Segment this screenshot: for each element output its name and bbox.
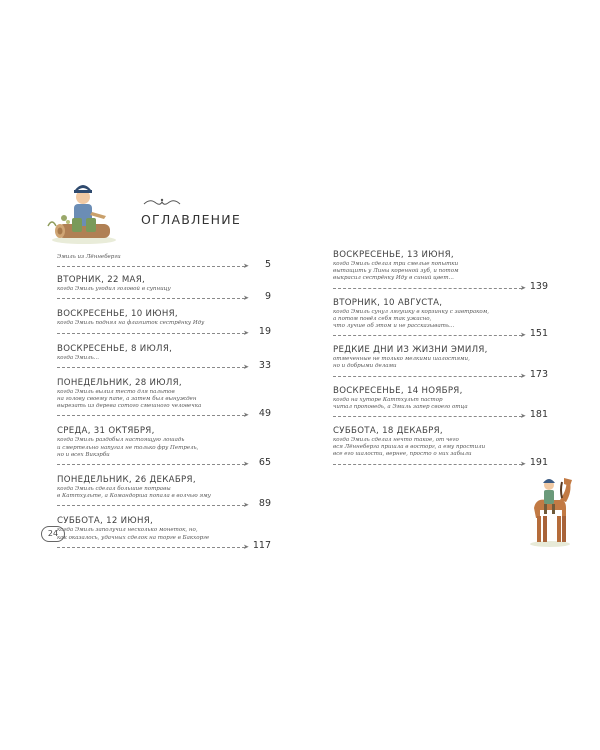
toc-entry[interactable] [57,516,271,551]
arrow-icon: ➤ [243,362,249,371]
boy-with-horse-illustration [524,470,574,548]
arrow-icon: ➤ [243,542,249,551]
entry-page-number: 65 [258,457,271,469]
entry-heading: СУББОТА, 18 ДЕКАБРЯ, [333,426,443,437]
entry-description: когда Эмиль угодил головой в супницу [57,286,171,293]
entry-description: когда Эмиль вылил тесто для пальтов на голову своему папе, а затем был вынужден вырезать из дерева сотого смешного человечка [57,388,202,410]
entry-heading: ПОНЕДЕЛЬНИК, 26 ДЕКАБРЯ, [57,475,196,486]
page-number-badge: 24 [41,526,65,542]
entry-page-number: 9 [264,291,271,303]
arrow-icon: ➤ [243,262,249,271]
dashed-leader [333,460,548,469]
arrow-icon: ➤ [520,412,526,421]
entry-description: когда Эмиль сунул лягушку в корзинку с завтраком, а потом повёл себя так ужасно, что лучше об этом и не рассказывать... [333,308,490,330]
entry-heading: СУББОТА, 12 ИЮНЯ, [57,516,154,527]
entry-description: отмеченные не только мелкими шалостями, но и добрыми делами [333,356,470,370]
entry-description: когда Эмиль... [57,354,99,361]
title-ornament-icon [142,196,182,208]
toc-entry[interactable] [57,309,271,337]
dashed-leader [333,372,548,381]
entry-description: когда Эмиль раздобыл настоящую лошадь и смертельно напугал не только фру Петрель, но и всех Викэрби [57,437,199,458]
entry-page-number: 173 [529,368,548,380]
entry-page-number: 5 [264,259,271,271]
dashed-leader [333,412,548,421]
arrow-icon: ➤ [520,283,526,292]
toc-left-column [57,254,271,552]
entry-description: когда Эмиль заполучил несколько монеток, но, как оказалось, удачных сделок на торге в Бакхорге [57,527,210,541]
entry-heading: ВОСКРЕСЕНЬЕ, 8 ИЮЛЯ, [57,343,173,354]
entry-description: когда Эмиль сделал большие потравы в Каттхульте, а Командорша попала в волчью яму [57,486,211,500]
entry-heading: ВТОРНИК, 22 МАЯ, [57,275,146,286]
entry-description: когда Эмиль поднял на флагшток сестрёнку Иду [57,320,205,327]
dashed-leader [57,329,271,338]
toc-entry[interactable] [57,254,271,271]
toc-right-column [333,250,548,469]
entry-page-number: 117 [252,539,271,551]
entry-page-number: 139 [529,280,548,292]
dashed-leader [57,294,271,303]
dashed-leader [57,501,271,510]
entry-page-number: 89 [258,498,271,510]
arrow-icon: ➤ [520,459,526,468]
dashed-leader [57,262,271,271]
entry-page-number: 19 [258,325,271,337]
entry-description: Эмиль из Лённеберги [57,254,121,260]
toc-entry[interactable] [57,426,271,469]
entry-heading: ВОСКРЕСЕНЬЕ, 14 НОЯБРЯ, [333,385,463,396]
entry-page-number: 49 [258,408,271,420]
arrow-icon: ➤ [243,328,249,337]
entry-heading: ВОСКРЕСЕНЬЕ, 13 ИЮНЯ, [333,250,454,260]
toc-entry[interactable] [57,275,271,303]
toc-entry[interactable] [333,426,548,469]
arrow-icon: ➤ [243,460,249,469]
entry-page-number: 191 [529,456,548,468]
entry-description: когда на хуторе Каттхульт пастор читал проповедь, а Эмиль запер своего отца [333,396,468,410]
entry-description: когда Эмиль сделал три смелые попытки вытащить у Лины коренной зуб, и потом выкрасил сестрёнку Иду в синий цвет... [333,261,459,282]
dashed-leader [57,460,271,469]
arrow-icon: ➤ [520,331,526,340]
page-title: ОГЛАВЛЕНИЕ [141,212,241,227]
entry-page-number: 181 [529,409,548,421]
toc-entry[interactable] [57,344,271,372]
entry-description: когда Эмиль сделал нечто такое, от чего вся Лённеберга пришла в восторг, а ему простили все его шалости, вернее, просто о них забыли [333,437,486,458]
entry-heading: ВОСКРЕСЕНЬЕ, 10 ИЮНЯ, [57,309,178,320]
toc-entry[interactable] [57,475,271,510]
arrow-icon: ➤ [520,371,526,380]
toc-entry[interactable] [333,345,548,380]
entry-heading: СРЕДА, 31 ОКТЯБРЯ, [57,426,155,437]
arrow-icon: ➤ [243,294,249,303]
dashed-leader [57,543,271,552]
toc-entry[interactable] [333,298,548,341]
entry-heading: РЕДКИЕ ДНИ ИЗ ЖИЗНИ ЭМИЛЯ, [333,345,488,356]
dashed-leader [333,331,548,340]
toc-entry[interactable] [333,386,548,421]
boy-on-log-illustration [44,178,120,246]
toc-entry[interactable] [333,250,548,293]
arrow-icon: ➤ [243,411,249,420]
arrow-icon: ➤ [243,501,249,510]
entry-page-number: 151 [529,328,548,340]
entry-page-number: 33 [258,359,271,371]
entry-heading: ПОНЕДЕЛЬНИК, 28 ИЮЛЯ, [57,377,182,388]
toc-entry[interactable] [57,378,271,421]
dashed-leader [333,284,548,293]
entry-heading: ВТОРНИК, 10 АВГУСТА, [333,297,443,308]
dashed-leader [57,363,271,372]
dashed-leader [57,411,271,420]
